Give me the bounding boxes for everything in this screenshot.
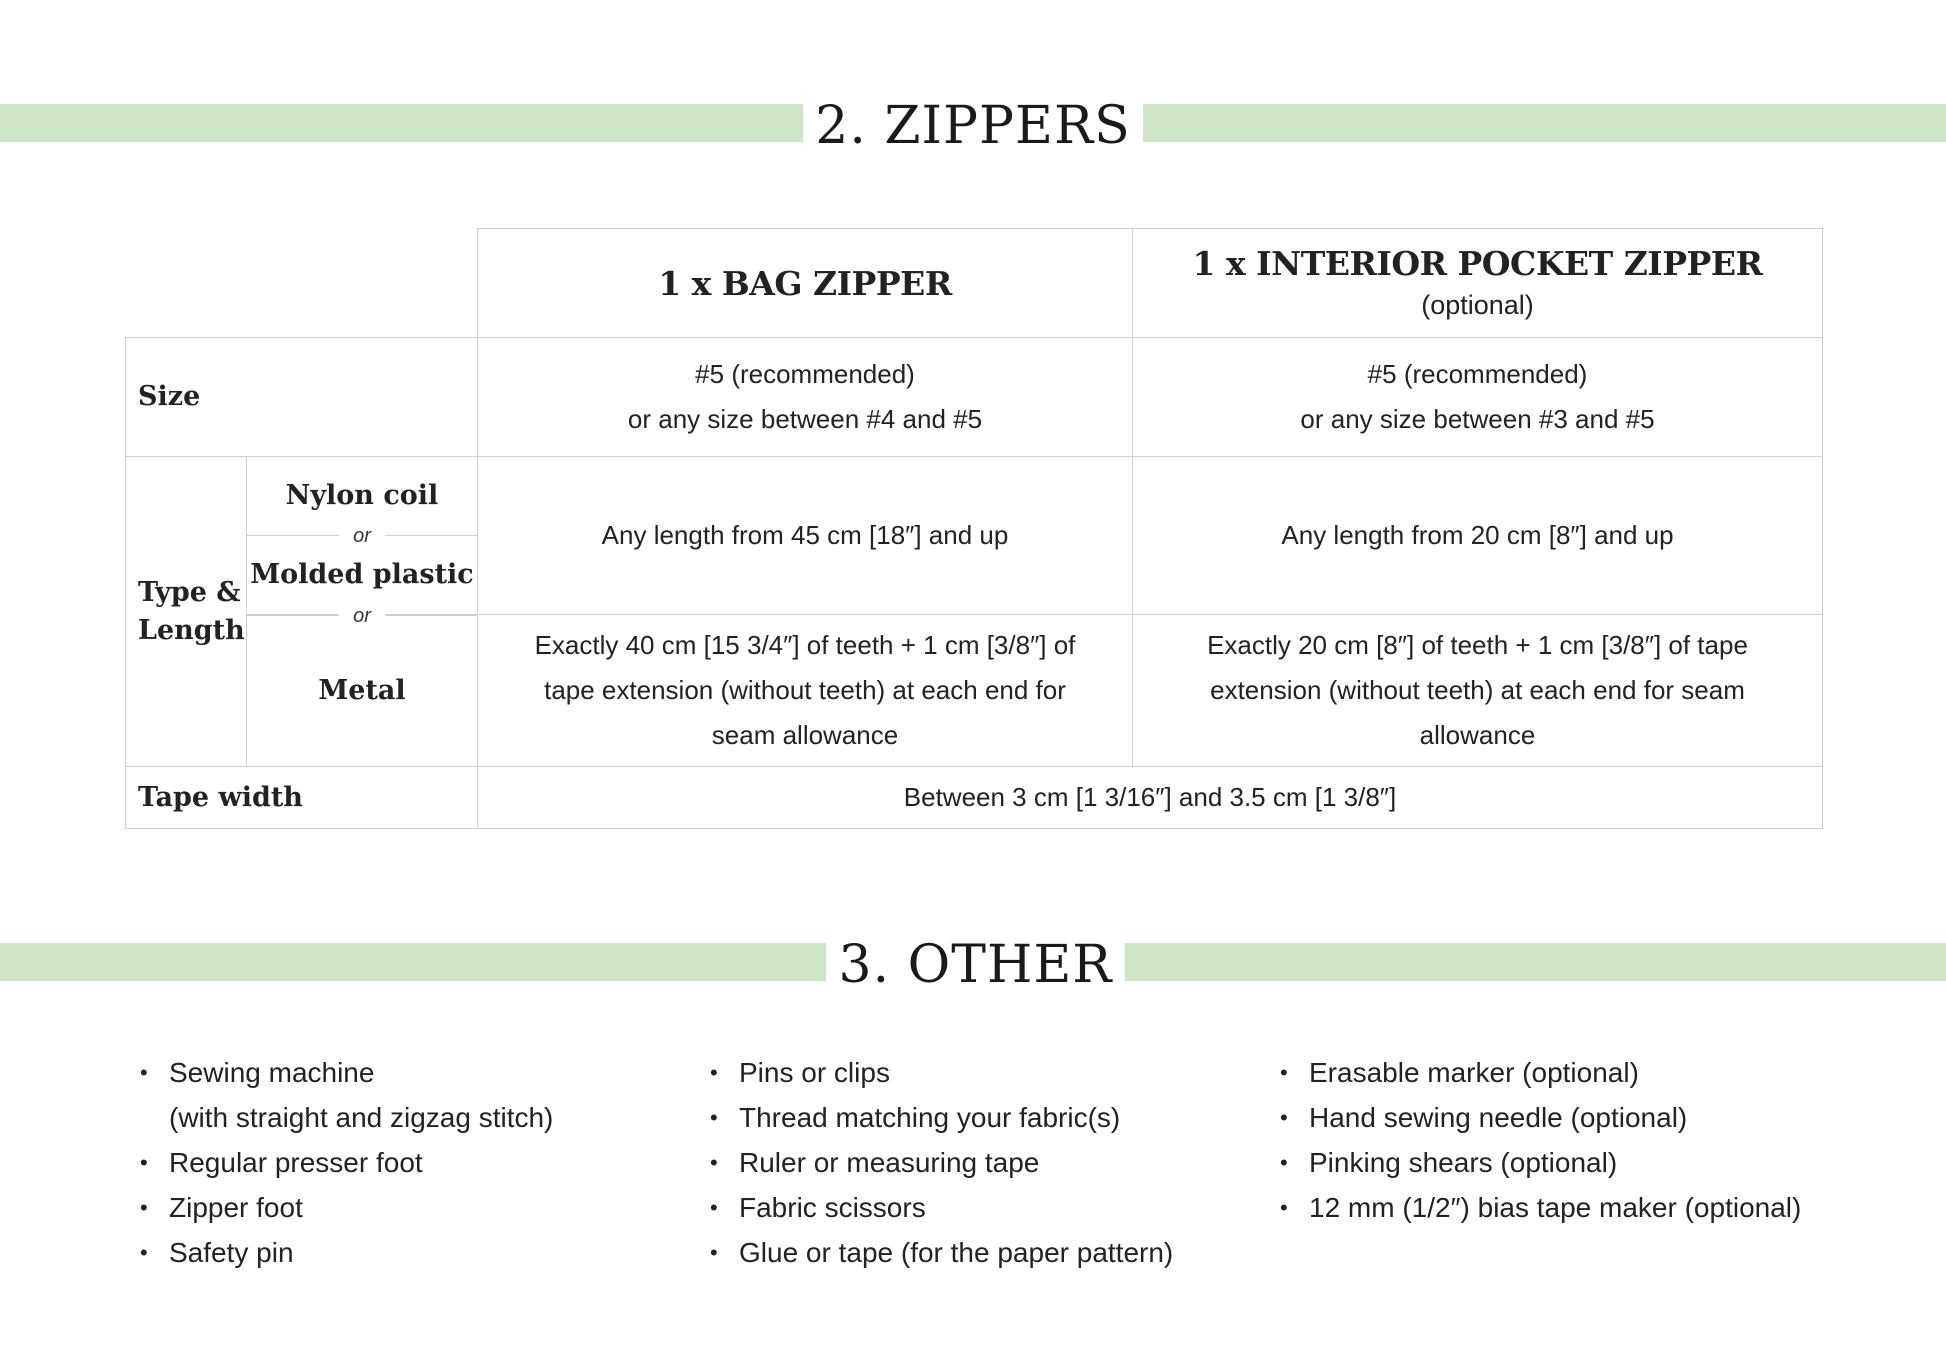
list-item: • Pinking shears (optional) bbox=[1280, 1140, 1801, 1185]
list-item: • Regular presser foot bbox=[140, 1140, 553, 1185]
list-item-continuation: (with straight and zigzag stitch) bbox=[169, 1102, 554, 1133]
type-length-line1: Type & bbox=[138, 576, 241, 608]
type-nylon-molded-cell bbox=[247, 457, 478, 615]
type-length-line2: Length bbox=[138, 614, 245, 646]
list-item-text: Sewing machine bbox=[169, 1057, 375, 1088]
section-title-other: 3. OTHER bbox=[826, 935, 1125, 995]
list-item: • Ruler or measuring tape bbox=[710, 1140, 1173, 1185]
metal-bag-line1: Exactly 40 cm [15 3/4″] of teeth + 1 cm [3/8″] of bbox=[534, 630, 1076, 660]
size-bag-zipper bbox=[478, 338, 1133, 457]
table-row-metal bbox=[126, 615, 1823, 767]
list-item: • Fabric scissors bbox=[710, 1185, 1173, 1230]
supplies-column-3 bbox=[1280, 1050, 1801, 1230]
list-item: • Erasable marker (optional) bbox=[1280, 1050, 1801, 1095]
table-header-row bbox=[126, 229, 1823, 338]
list-item: • Zipper foot bbox=[140, 1185, 553, 1230]
row-label-tape-width: Tape width bbox=[126, 767, 478, 829]
table-row-size bbox=[126, 338, 1823, 457]
metal-pocket-line2: extension (without teeth) at each end for seam bbox=[1210, 675, 1745, 705]
metal-bag-line2: tape extension (without teeth) at each end for bbox=[544, 675, 1066, 705]
row-label-type-length bbox=[126, 457, 247, 767]
list-item: • Pins or clips bbox=[710, 1050, 1173, 1095]
section-title-zippers: 2. ZIPPERS bbox=[803, 96, 1143, 156]
header-bag-zipper: 1 x BAG ZIPPER bbox=[478, 229, 1133, 338]
header-interior-pocket-zipper-text: 1 x INTERIOR POCKET ZIPPER bbox=[1192, 244, 1763, 283]
type-metal-cell bbox=[247, 605, 478, 767]
type-molded-plastic: Molded plastic bbox=[250, 559, 474, 590]
supplies-column-2 bbox=[710, 1050, 1173, 1275]
supplies-list-2 bbox=[710, 1050, 1173, 1275]
or-text-1: or bbox=[339, 525, 385, 548]
list-item: • Thread matching your fabric(s) bbox=[710, 1095, 1173, 1140]
supplies-list-3 bbox=[1280, 1050, 1801, 1230]
or-divider-1 bbox=[247, 525, 477, 547]
table-corner-cell bbox=[126, 229, 478, 338]
zipper-table bbox=[125, 228, 1823, 829]
metal-pocket-line3: allowance bbox=[1419, 720, 1536, 750]
metal-bag-line3: seam allowance bbox=[711, 720, 899, 750]
list-item bbox=[140, 1050, 553, 1140]
length-pocket-metal bbox=[1133, 615, 1823, 767]
row-label-size: Size bbox=[126, 338, 478, 457]
tape-width-value: Between 3 cm [1 3/16″] and 3.5 cm [1 3/8″] bbox=[478, 767, 1823, 829]
list-item: • 12 mm (1/2″) bias tape maker (optional) bbox=[1280, 1185, 1801, 1230]
list-item: • Hand sewing needle (optional) bbox=[1280, 1095, 1801, 1140]
length-pocket-nylon: Any length from 20 cm [8″] and up bbox=[1133, 457, 1823, 615]
size-pocket-line2: or any size between #3 and #5 bbox=[1300, 404, 1655, 434]
or-text-2: or bbox=[339, 605, 385, 628]
metal-pocket-line1: Exactly 20 cm [8″] of teeth + 1 cm [3/8″] of tape bbox=[1207, 630, 1748, 660]
header-interior-pocket-zipper bbox=[1133, 229, 1823, 338]
supplies-column-1 bbox=[140, 1050, 553, 1275]
type-metal: Metal bbox=[318, 675, 406, 706]
type-nylon-coil: Nylon coil bbox=[285, 480, 439, 511]
size-pocket-zipper bbox=[1133, 338, 1823, 457]
table-row-tape-width bbox=[126, 767, 1823, 829]
size-bag-line1: #5 (recommended) bbox=[695, 359, 915, 389]
length-bag-nylon: Any length from 45 cm [18″] and up bbox=[478, 457, 1133, 615]
size-pocket-line1: #5 (recommended) bbox=[1367, 359, 1588, 389]
list-item: • Glue or tape (for the paper pattern) bbox=[710, 1230, 1173, 1275]
list-item: • Safety pin bbox=[140, 1230, 553, 1275]
table-row-nylon-molded bbox=[126, 457, 1823, 615]
or-divider-2 bbox=[247, 605, 477, 627]
supplies-list-1 bbox=[140, 1050, 553, 1275]
size-bag-line2: or any size between #4 and #5 bbox=[627, 404, 983, 434]
length-bag-metal bbox=[478, 615, 1133, 767]
header-optional-note: (optional) bbox=[1421, 290, 1534, 320]
